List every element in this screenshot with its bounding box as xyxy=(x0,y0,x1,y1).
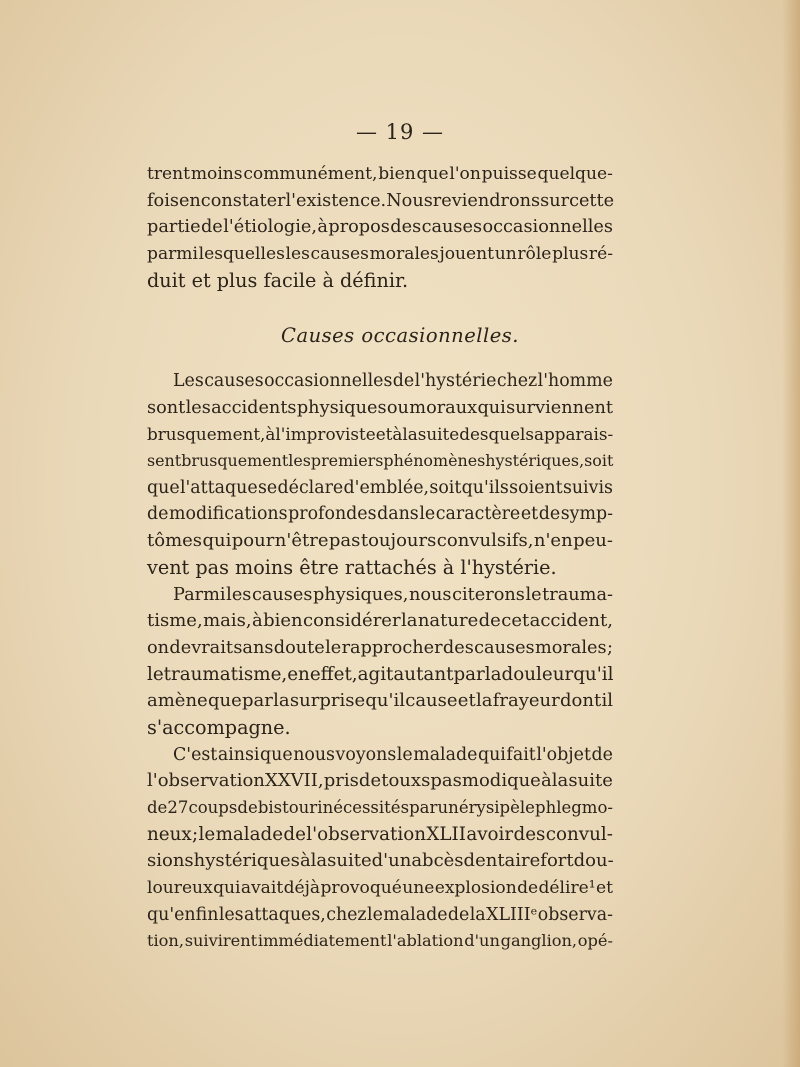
text-line: de 27 coups de bistouri nécessités par un érysipèle phlegmo- xyxy=(147,798,613,817)
text-line: partie de l'étiologie, à propos des causes occasionnelles xyxy=(147,217,613,238)
text-line: tion, suivirent immédiatement l'ablation d'un ganglion, opé- xyxy=(147,931,613,951)
paragraph-intro xyxy=(147,161,613,294)
text-line: Parmi les causes physiques, nous citerons le trauma- xyxy=(173,584,613,605)
text-line: brusquement, à l'improviste et à la suite desquels apparais- xyxy=(147,424,614,445)
paragraph-physical-causes xyxy=(147,582,613,742)
section-heading: Causes occasionnelles. xyxy=(281,324,519,347)
text-line: C'est ainsi que nous voyons le malade qui fait l'objet de xyxy=(173,744,613,765)
text-line: trent moins communément, bien que l'on puisse quelque- xyxy=(147,164,613,184)
text-line: duit et plus facile à définir. xyxy=(147,268,409,292)
text-line: neux ; le malade de l'observation XLII avoir des convul- xyxy=(147,823,613,845)
body-text xyxy=(147,368,613,955)
text-line: sent brusquement les premiers phénomènes hystériques, soit xyxy=(147,451,614,471)
page-number: — 19 — xyxy=(355,120,445,144)
text-line: loureux qui avait déjà provoqué une explosion de délire¹ et xyxy=(147,878,613,899)
text-line: le traumatisme, en effet, agit autant par la douleur qu'il xyxy=(147,663,614,685)
text-line: vent pas moins être rattachés à l'hystérie. xyxy=(147,555,557,579)
text-line: amène que par la surprise qu'il cause et la frayeur dont il xyxy=(147,690,613,712)
text-line: tisme, mais, à bien considérer la nature de cet accident, xyxy=(147,610,613,632)
text-line: sions hystériques à la suite d'un abcès dentaire fort dou- xyxy=(147,850,614,872)
text-line: tômes qui pour n'être pas toujours convulsifs, n'en peu- xyxy=(147,530,613,552)
paragraph-observations xyxy=(147,742,613,956)
paragraph-causes xyxy=(147,368,613,582)
text-line: Les causes occasionnelles de l'hystérie chez l'homme xyxy=(173,371,613,391)
page-edge-shadow xyxy=(782,0,800,1067)
text-line: fois en constater l'existence. Nous reviendrons sur cette xyxy=(147,190,615,211)
text-line: qu'enfin les attaques, chez le malade de la XLIIIᵉ observa- xyxy=(147,904,613,925)
text-line: l'observation XXVII, pris de toux spasmodique à la suite xyxy=(147,770,613,792)
text-line: on devrait sans doute le rapprocher des causes morales ; xyxy=(147,637,613,658)
text-line: s'accompagne. xyxy=(147,715,291,739)
text-line: sont les accidents physiques ou moraux qui surviennent xyxy=(147,397,613,418)
text-line: que l'attaque se déclare d'emblée, soit qu'ils soient suivis xyxy=(147,477,613,498)
text-line: de modifications profondes dans le caractère et de symp- xyxy=(147,504,613,525)
text-line: parmi lesquelles les causes morales jouent un rôle plus ré- xyxy=(147,244,613,265)
